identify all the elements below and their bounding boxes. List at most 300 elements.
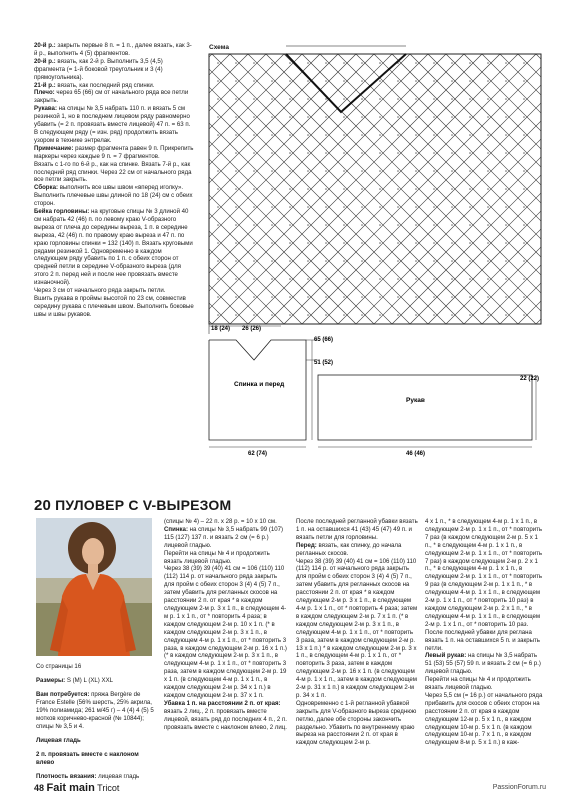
stitch-dot (523, 134, 525, 136)
text-column-2 (164, 518, 288, 731)
stitch-dot (523, 242, 525, 244)
stitch-dot (415, 80, 417, 82)
stitch-dot (289, 260, 291, 262)
paragraph-lead: 20-й р.: (34, 57, 56, 65)
stitch-dot (505, 80, 507, 82)
stitch-dot (451, 314, 453, 316)
stitch-dot (379, 188, 381, 190)
stitch-dot (505, 98, 507, 100)
stitch-dot (325, 98, 327, 100)
paragraph (34, 105, 194, 129)
stitch-dot (505, 260, 507, 262)
stitch-dot (487, 188, 489, 190)
stitch-dot (361, 98, 363, 100)
stitch-dot (343, 296, 345, 298)
paragraph-text: Одновременно с 1-й реглaнной убавкой закрыть для V-образного выреза среднюю петлю, далее обе стороны закончить раздельно. Убавить по внутреннему краю выреза на расстоянии 2 п. от края в каждом следующем 2-м р. (296, 699, 417, 747)
stitch-dot (325, 296, 327, 298)
stitch-dot (523, 278, 525, 280)
stitch-dot (505, 206, 507, 208)
stitch-dot (397, 170, 399, 172)
paragraph-text: лицевая гладь (96, 772, 140, 780)
stitch-dot (253, 224, 255, 226)
stitch-dot (343, 134, 345, 136)
stitch-dot (217, 242, 219, 244)
stitch-dot (253, 278, 255, 280)
stitch-dot (253, 206, 255, 208)
paragraph-text: Вшить рукава в проймы высотой по 23 см, совместив середину рукава с плечевым швом. Выполнить боковые швы и швы рукавов. (34, 295, 194, 318)
stitch-dot (487, 170, 489, 172)
stitch-dot (379, 224, 381, 226)
scheme-title: Схема (209, 44, 230, 51)
stitch-dot (379, 314, 381, 316)
stitch-dot (361, 278, 363, 280)
paragraph-text: на спицы № 3,5 набрать 99 (107) 115 (127) 137 п. и вязать 2 см (= 6 р.) лицевой гладью. (164, 525, 284, 549)
stitch-dot (487, 314, 489, 316)
stitch-dot (307, 62, 309, 64)
stitch-dot (523, 314, 525, 316)
stitch-dot (415, 188, 417, 190)
stitch-dot (217, 296, 219, 298)
stitch-dot (379, 206, 381, 208)
stitch-dot (415, 242, 417, 244)
paragraph-text: пряжа Bergère de France Estelle (56% шерсть, 25% акрила, 19% полиамида; 261 м/45 г) – 4 (4) 4 (5) 5 мотков коричнево-красной (№ 10844); спицы № 3,5 и 4. (36, 691, 154, 730)
stitch-dot (415, 206, 417, 208)
watermark-site: PassionForum.ru (492, 784, 546, 791)
stitch-dot (451, 170, 453, 172)
stitch-dot (523, 260, 525, 262)
stitch-dot (343, 152, 345, 154)
stitch-dot (271, 98, 273, 100)
stitch-dot (253, 296, 255, 298)
paragraph (34, 42, 194, 58)
paragraph-text: Со страницы 16 (36, 663, 82, 671)
text-column-3 (296, 518, 418, 747)
stitch-dot (433, 62, 435, 64)
stitch-dot (523, 170, 525, 172)
paragraph-text: S (M) L (XL) XXL (65, 677, 114, 685)
entrelac-scheme (206, 42, 546, 472)
paragraph-lead: Перед: (296, 541, 317, 549)
stitch-dot (217, 206, 219, 208)
paragraph (36, 751, 156, 767)
stitch-dot (415, 98, 417, 100)
stitch-dot (415, 152, 417, 154)
paragraph-text: вязать, как 2-й р. Выполнить 3,5 (4,5) фрагмента (= 1-й боковой треугольник и 3 (4) прямоугольника). (34, 57, 163, 81)
stitch-dot (325, 116, 327, 118)
label-h-total: 65 (66) (314, 337, 334, 343)
stitch-dot (379, 296, 381, 298)
paragraph-text: В следующем ряду (= изн. ряд) продолжить вязать узором в технике энтрелак. (34, 128, 178, 144)
paragraph-text: 4 x 1 п., * в следующем 4-м р. 1 x 1 п., в следующем 2-м р. 1 x 1 п., от * повторить 7 раз (в каждом следующем 2-м р. 5 x 1 п., * в следующем 4-м р. 1 x 1 п., в следующем 2-м р. 1 x 1 п., от * повторить 7 раз) в каждом следующем 2-м р. 2 x 1 п., * в следующем 4-м р. 1 x 1 п., в следующем 2-м р. 1 x 1 п., от * повторить 9 раз (в следующем 2-м р. 1 x 1 п., * в следующем 4-м р. 1 x 1 п., в следующем 2-м р. 1 x 1 п., от * повторить 10 раз) в каждом следующем 2-м р. 2 x 1 п., * в следующем 4-м р. 1 x 1 п., в следующем 2-м р. 1 x 1 п., от * повторить 10 раз. (425, 518, 543, 628)
stitch-dot (271, 62, 273, 64)
stitch-dot (289, 152, 291, 154)
stitch-dot (343, 62, 345, 64)
stitch-dot (307, 314, 309, 316)
stitch-dot (235, 296, 237, 298)
stitch-dot (325, 260, 327, 262)
stitch-dot (415, 278, 417, 280)
stitch-dot (343, 260, 345, 262)
stitch-dot (505, 242, 507, 244)
text-column-4 (425, 518, 545, 747)
label-w-left: 18 (24) (211, 326, 231, 332)
stitch-dot (253, 134, 255, 136)
stitch-dot (235, 188, 237, 190)
stitch-dot (505, 296, 507, 298)
paragraph-text: выполнить все швы швом «вперед иголку». Выполнить плечевые швы длиной по 18 (24) см с обеих сторон. (34, 184, 193, 208)
stitch-dot (235, 98, 237, 100)
stitch-dot (289, 134, 291, 136)
paragraph (34, 82, 194, 90)
paragraph-lead: Спинка: (164, 525, 188, 533)
stitch-dot (217, 188, 219, 190)
paragraph-lead: 20-й р.: (34, 42, 56, 49)
stitch-dot (217, 152, 219, 154)
label-w-neck: 26 (26) (242, 326, 262, 332)
stitch-dot (469, 80, 471, 82)
stitch-dot (397, 278, 399, 280)
stitch-dot (325, 188, 327, 190)
stitch-dot (451, 206, 453, 208)
stitch-dot (451, 260, 453, 262)
stitch-dot (307, 296, 309, 298)
paragraph (164, 518, 288, 526)
paragraph (34, 208, 194, 287)
stitch-dot (307, 134, 309, 136)
paragraph (34, 295, 194, 319)
paragraph (34, 145, 194, 161)
stitch-dot (271, 242, 273, 244)
stitch-dot (271, 188, 273, 190)
paragraph-text: на спицы № 3,5 набрать 51 (53) 55 (57) 59 п. и вязать 2 см (= 6 р.) лицевой гладью. (425, 652, 541, 676)
stitch-dot (379, 62, 381, 64)
stitch-dot (325, 134, 327, 136)
stitch-dot (379, 134, 381, 136)
stitch-dot (235, 206, 237, 208)
stitch-dot (289, 188, 291, 190)
paragraph (296, 518, 418, 542)
paragraph (425, 676, 545, 692)
stitch-dot (361, 170, 363, 172)
stitch-dot (451, 62, 453, 64)
stitch-dot (469, 314, 471, 316)
stitch-dot (469, 98, 471, 100)
stitch-dot (235, 62, 237, 64)
stitch-dot (523, 206, 525, 208)
paragraph-text: После последней реглaнной убавки вязать 1 п. на оставшихся 41 (43) 45 (47) 49 п. и вязать петли для горловины. (296, 518, 418, 541)
stitch-dot (307, 152, 309, 154)
stitch-dot (217, 260, 219, 262)
stitch-dot (451, 152, 453, 154)
paragraph (36, 663, 156, 671)
stitch-dot (217, 116, 219, 118)
paragraph-lead: Плотность вязания: (36, 772, 97, 780)
stitch-dot (415, 116, 417, 118)
paragraph (425, 518, 545, 629)
label-body: Спинка и перед (234, 381, 285, 388)
stitch-dot (487, 206, 489, 208)
stitch-dot (307, 98, 309, 100)
stitch-dot (271, 152, 273, 154)
stitch-dot (235, 224, 237, 226)
paragraph (164, 526, 288, 550)
stitch-dot (253, 116, 255, 118)
paragraph-text: Перейти на спицы № 4 и продолжить вязать лицевой гладью. (425, 676, 531, 692)
stitch-dot (397, 296, 399, 298)
stitch-dot (469, 170, 471, 172)
stitch-dot (289, 116, 291, 118)
stitch-dot (361, 260, 363, 262)
stitch-dot (523, 152, 525, 154)
stitch-dot (433, 224, 435, 226)
stitch-dot (415, 314, 417, 316)
stitch-dot (505, 170, 507, 172)
stitch-dot (433, 80, 435, 82)
stitch-dot (379, 170, 381, 172)
stitch-dot (343, 80, 345, 82)
paragraph (36, 773, 156, 781)
specs-block (36, 657, 156, 787)
paragraph-text: на спицы № 3,5 набрать 110 п. и вязать 5 см резинкой 1, но в последнем лицевом ряду равномерно убавить (= 2 п. провязать вместе лицевой) 47 п. = 63 п. (34, 105, 191, 129)
stitch-dot (469, 134, 471, 136)
paragraph (36, 737, 156, 745)
stitch-dot (325, 62, 327, 64)
grid-arrows (217, 62, 525, 316)
stitch-dot (235, 260, 237, 262)
paragraph (164, 700, 288, 732)
stitch-dot (343, 170, 345, 172)
stitch-dot (397, 80, 399, 82)
stitch-dot (289, 170, 291, 172)
stitch-dot (451, 278, 453, 280)
stitch-dot (415, 224, 417, 226)
label-sleeve-h: 22 (22) (520, 376, 540, 382)
paragraph (425, 692, 545, 747)
stitch-dot (379, 260, 381, 262)
stitch-dot (433, 188, 435, 190)
stitch-dot (271, 278, 273, 280)
stitch-dot (379, 278, 381, 280)
paragraph-text: После последней убавки для реглана вязать 1 п. на оставшихся 5 п. и закрыть петли. (425, 628, 540, 652)
stitch-dot (361, 296, 363, 298)
stitch-dot (235, 116, 237, 118)
stitch-dot (271, 260, 273, 262)
stitch-dot (505, 116, 507, 118)
stitch-dot (253, 152, 255, 154)
stitch-dot (397, 116, 399, 118)
stitch-dot (289, 314, 291, 316)
magazine-name: Fait main (46, 782, 95, 794)
stitch-dot (397, 98, 399, 100)
stitch-dot (271, 206, 273, 208)
stitch-dot (523, 188, 525, 190)
paragraph-text: Через 3 см от начального ряда закрыть петли. (34, 287, 166, 295)
paragraph-text: вязать 2 лиц., 2 п. провязать вместе лицевой, вязать ряд до последних 4 п., 2 п. провязать вместе с наклоном влево, 2 лиц. (164, 707, 287, 731)
stitch-dot (523, 98, 525, 100)
stitch-dot (487, 296, 489, 298)
paragraph (34, 161, 194, 185)
paragraph-lead: Рукава: (34, 105, 57, 113)
stitch-dot (433, 98, 435, 100)
stitch-dot (505, 134, 507, 136)
paragraph-text: через 65 (66) см от начального ряда все петли закрыть. (34, 89, 189, 105)
stitch-dot (343, 98, 345, 100)
stitch-dot (289, 278, 291, 280)
label-width-body: 62 (74) (248, 451, 268, 457)
stitch-dot (235, 152, 237, 154)
stitch-dot (343, 206, 345, 208)
left-text-column (34, 42, 194, 319)
stitch-dot (343, 314, 345, 316)
paragraph (425, 629, 545, 653)
stitch-dot (217, 224, 219, 226)
stitch-dot (235, 278, 237, 280)
paragraph (296, 542, 418, 558)
stitch-dot (289, 62, 291, 64)
stitch-dot (235, 314, 237, 316)
stitch-dot (217, 98, 219, 100)
paragraph-text: (спицы № 4) – 22 п. x 28 р. = 10 x 10 см. (164, 518, 277, 525)
stitch-dot (433, 206, 435, 208)
stitch-dot (379, 80, 381, 82)
stitch-dot (379, 242, 381, 244)
magazine-sub: Tricot (97, 783, 120, 793)
stitch-dot (433, 242, 435, 244)
stitch-dot (451, 116, 453, 118)
stitch-dot (307, 242, 309, 244)
paragraph (425, 652, 545, 676)
stitch-dot (361, 80, 363, 82)
stitch-dot (361, 206, 363, 208)
stitch-dot (397, 188, 399, 190)
paragraph-text: Через 5,5 см (= 16 р.) от начального ряда прибавить для скосов с обеих сторон на расстоянии 2 п. от края в каждом следующем 12-м р. 5 x 1 п., в каждом следующем 10-м р. 5 x 1 п. (в каждом следующем 10-м р. 7 x 1 п., в каждом следующем 8-м р. 5 x 1 п.) в каж- (425, 691, 543, 747)
stitch-dot (523, 116, 525, 118)
stitch-dot (523, 62, 525, 64)
stitch-dot (217, 314, 219, 316)
stitch-dot (217, 134, 219, 136)
stitch-dot (469, 152, 471, 154)
label-h-armhole: 51 (52) (314, 360, 334, 366)
paragraph-text: вязать, как спинку, до начала регланных скосов. (296, 541, 402, 557)
stitch-dot (487, 98, 489, 100)
stitch-dot (343, 116, 345, 118)
stitch-dot (325, 242, 327, 244)
stitch-dot (307, 206, 309, 208)
paragraph-lead: Левый рукав: (425, 652, 467, 660)
paragraph-text: Вязать с 1-го по 6-й р., как на спинке. Вязать 7-й р., как последний ряд спинки. Через 22 см от начального ряда все петли закрыть. (34, 160, 192, 184)
paragraph-text: вязать, как последний ряд спинки. (55, 81, 155, 89)
stitch-dot (361, 224, 363, 226)
stitch-dot (487, 134, 489, 136)
stitch-dot (487, 224, 489, 226)
paragraph (296, 700, 418, 747)
stitch-dot (325, 80, 327, 82)
stitch-dot (487, 80, 489, 82)
stitch-dot (487, 260, 489, 262)
stitch-dot (397, 224, 399, 226)
stitch-dot (307, 170, 309, 172)
paragraph-text: на круговые спицы № 3 длиной 40 см набрать 42 (46) п. по левому краю V-образного выреза от плеча до середины выреза, 1 п. в середине выреза, 42 (46) п. по правому краю выреза и 47 п. по краю горловины спинки = 132 (140) п. Вязать круговыми рядами резинкой 1. Одновременно в каждом следующем ряду убавить по 1 п. с обеих сторон от средней петли в середине V-образного выреза (для этого 2 п. перед ней и после нее провязать вместе изнаночной). (34, 208, 193, 287)
label-sleeve-w: 46 (46) (406, 451, 426, 457)
stitch-dot (433, 134, 435, 136)
stitch-dot (487, 278, 489, 280)
paragraph (34, 89, 194, 105)
stitch-dot (253, 242, 255, 244)
stitch-dot (307, 116, 309, 118)
stitch-dot (361, 242, 363, 244)
stitch-dot (217, 80, 219, 82)
paragraph-text: Перейти на спицы № 4 и продолжить вязать лицевой гладью. (164, 549, 270, 565)
stitch-dot (451, 224, 453, 226)
stitch-dot (397, 314, 399, 316)
stitch-dot (361, 62, 363, 64)
entrelac-grid (206, 54, 546, 354)
stitch-dot (271, 224, 273, 226)
paragraph (296, 558, 418, 700)
stitch-dot (451, 242, 453, 244)
stitch-dot (397, 242, 399, 244)
paragraph-text: Через 38 (39) 39 (40) 41 см = 106 (110) 110 (112) 114 р. от начального ряда закрыть для пройм с обеих сторон 3 (4) 4 (5) 7 п., затем убавить для регланных скосов на расстоянии 2 п. от края * в каждом следующем 2-м р. 3 x 1 п., в следующем 4-м р. 1 x 1 п., от * повторить 4 раза; затем в каждом следующем 2-м р. 7 x 1 п. (* в каждом следующем 2-м р. 3 x 1 п., в следующем 4-м р. 1 x 1 п., от * повторить 3 раза, затем в каждом следующем 2-м р. 13 x 1 п.) * в каждом следующем 2-м р. 3 x 1 п., в следующем 4-м р. 1 x 1 п., от * повторить 3 раза, затем в каждом следующем 2-м р. 16 x 1 п. (в следующем 4-м р. 1 x 1 п., затем в каждом следующем 2-м р. 31 x 1 п.) в каждом следующем 2-м р. 34 x 1 п. (296, 557, 418, 699)
stitch-dot (469, 188, 471, 190)
paragraph-text: закрыть первые 8 п. = 1 п., далее вязать, как 3-й р., выполнить 4 (5) фрагментов. (34, 42, 192, 57)
paragraph (34, 287, 194, 295)
stitch-dot (433, 260, 435, 262)
stitch-dot (253, 62, 255, 64)
stitch-dot (415, 296, 417, 298)
stitch-dot (433, 116, 435, 118)
stitch-dot (505, 62, 507, 64)
stitch-dot (361, 314, 363, 316)
stitch-dot (415, 134, 417, 136)
paragraph-lead: 2 п. провязать вместе с наклоном влево (36, 750, 139, 766)
stitch-dot (433, 170, 435, 172)
stitch-dot (505, 278, 507, 280)
stitch-dot (253, 80, 255, 82)
paragraph (34, 184, 194, 208)
stitch-dot (271, 134, 273, 136)
model-photo (36, 518, 152, 656)
stitch-dot (253, 170, 255, 172)
stitch-dot (379, 116, 381, 118)
paragraph (36, 691, 156, 731)
stitch-dot (271, 80, 273, 82)
stitch-dot (505, 224, 507, 226)
stitch-dot (253, 314, 255, 316)
stitch-dot (505, 152, 507, 154)
stitch-dot (397, 152, 399, 154)
paragraph-text: Через 38 (39) 39 (40) 41 см = 106 (110) 110 (112) 114 р. от начального ряда закрыть для пройм с обеих сторон 3 (4) 4 (5) 7 п., затем убавить для регланных скосов на расстоянии 2 п. от края * в каждом следующем 2-м р. 3 x 1 п., в следующем 4-м р. 1 x 1 п., от * повторить 4 раза; в каждом следующем 2-м р. 10 x 1 п. (* в каждом следующем 2-м р. 3 x 1 п., в следующем 4-м р. 1 x 1 п., от * повторить 3 раза, в каждом следующем 2-м р. 16 x 1 п.) (* в каждом следующем 2-м р. 3 x 1 п., в следующем 4-м р. 1 x 1 п., от * повторить 3 раза, затем в каждом следующем 2-м р. 19 x 1 п. (в следующем 4-м р. 1 x 1 п., в каждом следующем 2-м р. 34 x 1 п.) в каждом следующем 2-м р. 37 x 1 п. (164, 565, 287, 699)
stitch-dot (397, 206, 399, 208)
stitch-dot (469, 116, 471, 118)
paragraph-lead: Плечо: (34, 89, 55, 97)
v-neck-line (286, 54, 406, 112)
stitch-dot (307, 260, 309, 262)
stitch-dot (289, 98, 291, 100)
stitch-dot (451, 80, 453, 82)
section-heading (34, 497, 231, 514)
stitch-dot (451, 188, 453, 190)
stitch-dot (307, 80, 309, 82)
stitch-dot (325, 152, 327, 154)
stitch-dot (253, 188, 255, 190)
paragraph-lead: Лицевая гладь (36, 736, 81, 744)
paragraph-lead: Бейка горловины: (34, 208, 90, 216)
stitch-dot (469, 296, 471, 298)
stitch-dot (361, 152, 363, 154)
stitch-dot (469, 260, 471, 262)
stitch-dot (487, 152, 489, 154)
stitch-dot (307, 278, 309, 280)
